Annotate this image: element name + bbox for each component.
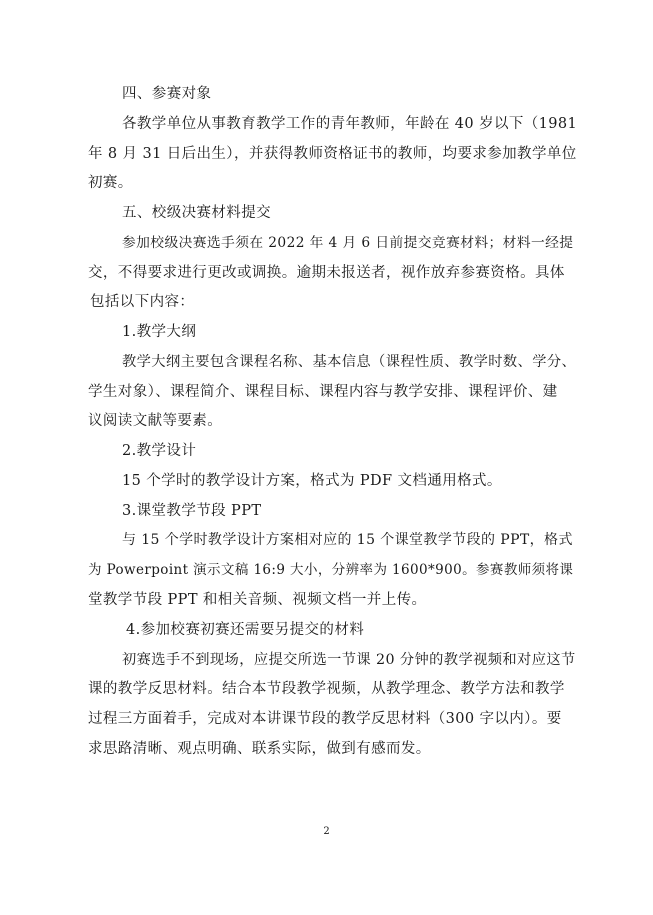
paragraph-line: 与 15 个学时教学设计方案相对应的 15 个课堂教学节段的 PPT，格式 xyxy=(122,532,573,548)
paragraph-line: 初赛。 xyxy=(88,175,133,191)
paragraph-line: 15 个学时的教学设计方案，格式为 PDF 文档通用格式。 xyxy=(122,473,502,489)
paragraph-line: 求思路清晰、观点明确、联系实际，做到有感而发。 xyxy=(88,741,431,757)
item-title-preliminary: 4.参加校赛初赛还需要另提交的材料 xyxy=(126,622,365,638)
paragraph-line: 教学大纲主要包含课程名称、基本信息（课程性质、教学时数、学分、 xyxy=(122,354,577,370)
paragraph-line: 交，不得要求进行更改或调换。逾期未报送者，视作放弃参赛资格。具体 xyxy=(88,265,565,281)
paragraph-line: 包括以下内容： xyxy=(90,294,195,310)
paragraph-line: 议阅读文献等要素。 xyxy=(88,413,223,429)
section-heading-final-materials: 五、校级决赛材料提交 xyxy=(122,205,271,221)
section-heading-participants: 四、参赛对象 xyxy=(122,86,212,102)
paragraph-line: 学生对象）、课程简介、课程目标、课程内容与教学安排、课程评价、建 xyxy=(88,384,558,400)
paragraph-line: 为 Powerpoint 演示文稿 16:9 大小，分辨率为 1600*900。参赛教师须将课 xyxy=(88,562,574,578)
paragraph-line: 年 8 月 31 日后出生），并获得教师资格证书的教师，均要求参加教学单位 xyxy=(88,146,577,162)
item-title-design: 2.教学设计 xyxy=(122,443,197,459)
paragraph-line: 课的教学反思材料。结合本节段教学视频，从教学理念、教学方法和教学 xyxy=(88,681,565,697)
item-title-syllabus: 1.教学大纲 xyxy=(122,324,197,340)
paragraph-line: 各教学单位从事教育教学工作的青年教师，年龄在 40 岁以下（1981 xyxy=(122,116,578,132)
item-title-ppt: 3.课堂教学节段 PPT xyxy=(122,503,262,519)
paragraph-line: 堂教学节段 PPT 和相关音频、视频文档一并上传。 xyxy=(88,592,427,608)
paragraph-line: 参加校级决赛选手须在 2022 年 4 月 6 日前提交竞赛材料；材料一经提 xyxy=(122,235,574,251)
paragraph-line: 过程三方面着手，完成对本讲课节段的教学反思材料（300 字以内）。要 xyxy=(88,711,562,727)
paragraph-line: 初赛选手不到现场，应提交所选一节课 20 分钟的教学视频和对应这节 xyxy=(122,652,576,668)
page-number: 2 xyxy=(323,826,330,837)
